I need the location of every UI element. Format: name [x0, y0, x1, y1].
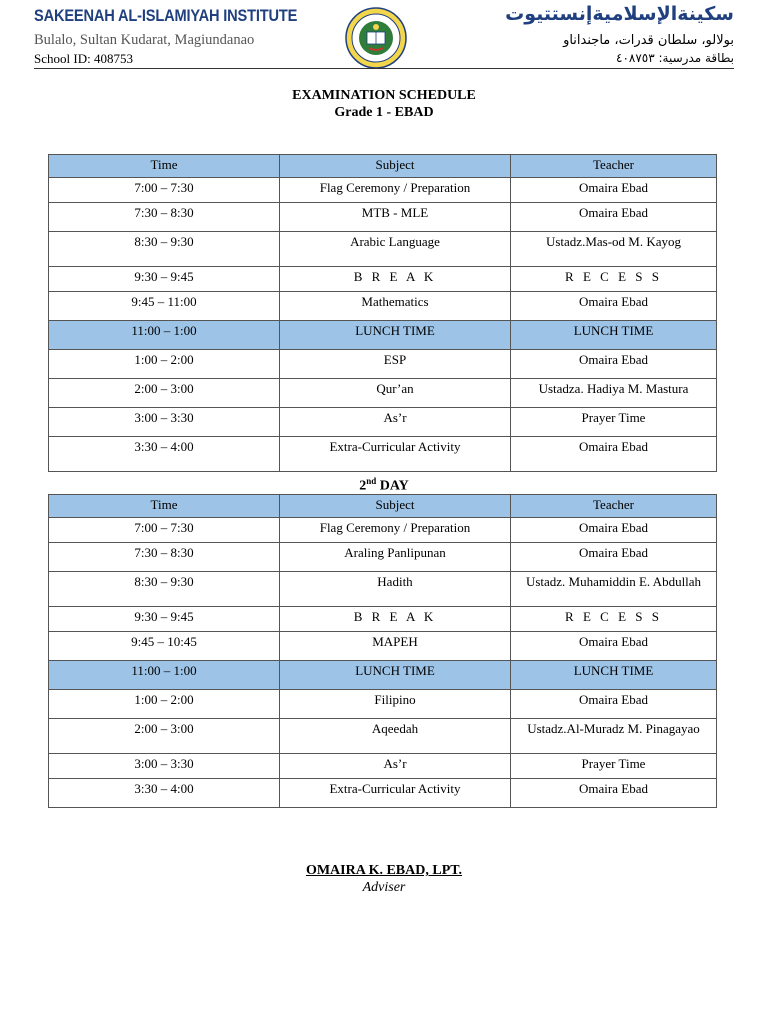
teacher-cell: Omaira Ebad — [511, 632, 717, 661]
document-title — [0, 87, 768, 121]
subject-cell: Extra-Curricular Activity — [280, 437, 511, 472]
column-header-time: Time — [49, 495, 280, 518]
teacher-cell: Omaira Ebad — [511, 203, 717, 232]
teacher-cell: Omaira Ebad — [511, 518, 717, 543]
teacher-cell: Ustadza. Hadiya M. Mastura — [511, 379, 717, 408]
table-row — [49, 518, 717, 543]
school-seal-icon — [345, 7, 407, 69]
teacher-cell: R E C E S S — [511, 607, 717, 632]
subject-cell: As’r — [280, 408, 511, 437]
time-cell: 9:30 – 9:45 — [49, 607, 280, 632]
table-row — [49, 379, 717, 408]
time-cell: 11:00 – 1:00 — [49, 661, 280, 690]
time-cell: 7:30 – 8:30 — [49, 543, 280, 572]
teacher-cell: Omaira Ebad — [511, 350, 717, 379]
teacher-cell: R E C E S S — [511, 267, 717, 292]
time-cell: 7:30 – 8:30 — [49, 203, 280, 232]
table-row — [49, 754, 717, 779]
subject-cell: Hadith — [280, 572, 511, 607]
table-row — [49, 203, 717, 232]
header-divider — [34, 68, 734, 69]
table-row — [49, 408, 717, 437]
subject-cell: MAPEH — [280, 632, 511, 661]
teacher-cell: Omaira Ebad — [511, 178, 717, 203]
table-row — [49, 572, 717, 607]
arabic-address: بولالو، سلطان قدرات، ماجنداناو — [563, 33, 734, 48]
signatory-name: OMAIRA K. EBAD, LPT. — [305, 863, 463, 878]
subject-cell: B R E A K — [280, 267, 511, 292]
arabic-school-id: بطاقة مدرسية: ٤٠٨٧٥٣ — [616, 51, 734, 65]
column-header-time: Time — [49, 155, 280, 178]
arabic-school-name: سكينةالإسلاميةإنستتيوت — [505, 3, 734, 25]
column-header-subject: Subject — [280, 155, 511, 178]
subject-cell: Flag Ceremony / Preparation — [280, 518, 511, 543]
time-cell: 9:30 – 9:45 — [49, 267, 280, 292]
table-row — [49, 437, 717, 472]
table-row — [49, 292, 717, 321]
school-address: Bulalo, Sultan Kudarat, Magiundanao — [34, 32, 255, 48]
subject-cell: Mathematics — [280, 292, 511, 321]
table-row — [49, 632, 717, 661]
subject-cell: Arabic Language — [280, 232, 511, 267]
table-row — [49, 607, 717, 632]
subject-cell: Aqeedah — [280, 719, 511, 754]
signatory-role: Adviser — [362, 880, 406, 895]
table-row — [49, 232, 717, 267]
time-cell: 2:00 – 3:00 — [49, 719, 280, 754]
time-cell: 3:00 – 3:30 — [49, 754, 280, 779]
table-row — [49, 690, 717, 719]
subject-cell: Extra-Curricular Activity — [280, 779, 511, 808]
subject-cell: As’r — [280, 754, 511, 779]
subject-cell: Flag Ceremony / Preparation — [280, 178, 511, 203]
teacher-cell: LUNCH TIME — [511, 321, 717, 350]
subject-cell: Qur’an — [280, 379, 511, 408]
lunch-row — [49, 661, 717, 690]
table-row — [49, 779, 717, 808]
teacher-cell: Ustadz.Al-Muradz M. Pinagayao — [511, 719, 717, 754]
subject-cell: MTB - MLE — [280, 203, 511, 232]
column-header-subject: Subject — [280, 495, 511, 518]
time-cell: 3:30 – 4:00 — [49, 437, 280, 472]
time-cell: 2:00 – 3:00 — [49, 379, 280, 408]
time-cell: 8:30 – 9:30 — [49, 232, 280, 267]
subject-cell: ESP — [280, 350, 511, 379]
subject-cell: B R E A K — [280, 607, 511, 632]
time-cell: 1:00 – 2:00 — [49, 690, 280, 719]
teacher-cell: Omaira Ebad — [511, 690, 717, 719]
time-cell: 11:00 – 1:00 — [49, 321, 280, 350]
day1-schedule-table — [48, 154, 717, 472]
table-header-row — [49, 495, 717, 518]
subject-cell: LUNCH TIME — [280, 321, 511, 350]
teacher-cell: Omaira Ebad — [511, 543, 717, 572]
table-row — [49, 543, 717, 572]
time-cell: 7:00 – 7:30 — [49, 178, 280, 203]
table-header-row — [49, 155, 717, 178]
subject-cell: Araling Panlipunan — [280, 543, 511, 572]
teacher-cell: LUNCH TIME — [511, 661, 717, 690]
subject-cell: Filipino — [280, 690, 511, 719]
lunch-row — [49, 321, 717, 350]
title-line-2: Grade 1 - EBAD — [334, 105, 434, 120]
column-header-teacher: Teacher — [511, 155, 717, 178]
school-name: SAKEENAH AL-ISLAMIYAH INSTITUTE — [34, 6, 298, 25]
teacher-cell: Prayer Time — [511, 408, 717, 437]
column-header-teacher: Teacher — [511, 495, 717, 518]
teacher-cell: Prayer Time — [511, 754, 717, 779]
table-row — [49, 719, 717, 754]
time-cell: 8:30 – 9:30 — [49, 572, 280, 607]
teacher-cell: Omaira Ebad — [511, 292, 717, 321]
time-cell: 9:45 – 10:45 — [49, 632, 280, 661]
title-line-1: EXAMINATION SCHEDULE — [292, 88, 476, 103]
time-cell: 9:45 – 11:00 — [49, 292, 280, 321]
table-row — [49, 178, 717, 203]
time-cell: 1:00 – 2:00 — [49, 350, 280, 379]
letterhead — [0, 0, 768, 70]
teacher-cell: Omaira Ebad — [511, 437, 717, 472]
subject-cell: LUNCH TIME — [280, 661, 511, 690]
day2-heading: 2nd DAY — [359, 476, 409, 494]
time-cell: 3:30 – 4:00 — [49, 779, 280, 808]
time-cell: 7:00 – 7:30 — [49, 518, 280, 543]
day2-schedule-table — [48, 494, 717, 808]
time-cell: 3:00 – 3:30 — [49, 408, 280, 437]
teacher-cell: Ustadz. Muhamiddin E. Abdullah — [511, 572, 717, 607]
table-row — [49, 267, 717, 292]
teacher-cell: Omaira Ebad — [511, 779, 717, 808]
teacher-cell: Ustadz.Mas-od M. Kayog — [511, 232, 717, 267]
school-id: School ID: 408753 — [34, 51, 133, 66]
table-row — [49, 350, 717, 379]
